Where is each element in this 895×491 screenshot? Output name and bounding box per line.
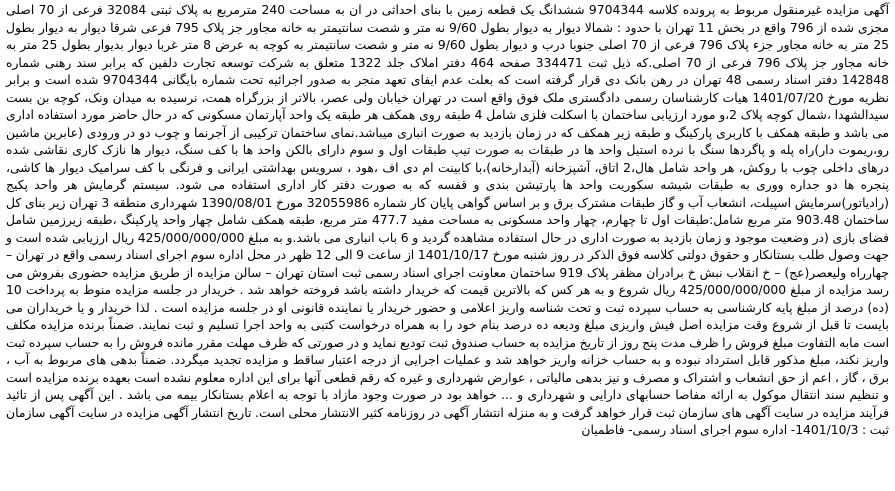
notice-body-text: آگهی مزایده غیرمنقول مربوط به پرونده کلاسه 9704344 ششدانگ یک قطعه زمین با بنای احداثی در ان به مساحت 240 مترمربع به پلاک ثبتی 32084 فرعی از 70 اصلی مجزی شده از 796 واقع در بخش 11 تهران با حدود : شمالا دیوار به دیوار بطول 9/60 نه متر و شصت سانتیمتر به خانه مجاور جز پلاک 795 فرعی شرقا دیوار به دیوار بطول 25 متر به خانه مجاور جزء پلاک 796 فرعی از 70 اصلی جنوبا درب و دیوار بطول 9/60 نه متر و شصت سانتیمتر به کوچه به عرض 8 متر غربا دیوار بدیوار بطول 25 متر به خانه مجاور جز پلاک 796 فرعی از 70 اصلی.که ذیل ثبت 334471 صفحه 464 دفتر املاک جلد 1322 متعلق به شرکت توسعه تجارت دلفین که برابر سند رهنی شماره 142848 دفتر اسناد رسمی 48 تهران در رهن بانک دی قرار گرفته است که بعلت عدم ایفای تعهد منجر به صدور اجرائیه تحت شماره بایگانی 9704344 شده است و برابر نظریه مورخ 1401/07/20 هیات کارشناسان رسمی دادگستری ملک فوق واقع است در تهران خیابان ولی عصر، بالاتر از بزرگراه همت، نرسیده به میدان ونک، کوچه بن بست سیدالشهدا ،شمال کوچه پلاک 2،و مورد ارزیابی ساختمان با اسکلت فلزی شامل 4 طبقه روی همکف هر طبقه یک واحد آپارتمان مسکونی که در حال حاضر مورد استفاده اداری می باشد و طبقه همکف با کاربری پارکینگ و طبقه زیر همکف که در زمان بازدید به صورت انباری میباشد.نمای ساختمان ترکیبی از آجرنما و چوب دو در ورودی (عابرین ماشین رو،ریموت دار)راه پله و پاگردها سنگ با نرده استیل واحد ها در طبقات به صورت تیپ طبقات اول و سوم دارای بالکن واحد ها با کف سنگ، دیوار ها نازک کاری نقاشی شده درهای داخلی چوب با روکش، هر واحد شامل هال،2 اتاق، آشپزخانه (آبدارخانه)،با کابینت ام دی اف ،هود ، سرویس بهداشتی ایرانی و فرنگی با کف سرامیک دیوار ها کاشی، پنجره ها دو جداره ووری به طبقات شیشه سکوریت واحد ها پارتیشن بندی و قفسه که به صورت دفتر کار اداری استفاده می شود. سیستم گرمایش هر واحد پکیج (رادیاتور)سرمایش اسپیلت، انشعاب آب و گاز طبقات مشترک برق و بر اساس گواهی پایان کار شماره 32055986 مورخ 1390/08/01 شهرداری منطقه 3 تهران زیر بنای کل ساختمان 903.48 متر مربع شامل:طبقات اول تا چهارم، چهار واحد مسکونی به مساحت مفید 477.7 متر مربع، طبقه همکف شامل چهار واحد پارکینگ ،طبقه زیرزمین شامل فضای بازی (در وضعیت موجود و زمان بازدید به صورت اداری در حال استفاده مشاهده گردید و 6 باب انباری می باشد.و به مبلغ 425/000/000/000 ریال ارزیابی شده است و جهت وصول طلب بستانکار و حقوق دولتی کلاسه فوق الذکر در روز شنبه مورخ 1401/10/17 از ساعت 9 الی 12 ظهر در محل اداره سوم اجرای اسناد رسمی واقع در تهران – چهارراه ولیعصر(عج) – خ انقلاب نبش خ برادران مظفر پلاک 919 ساختمان معاونت اجرای اسناد رسمی ثبت استان تهران – سالن مزایده از طریق مزایده حضوری بفروش می رسد مزایده از مبلغ 425/000/000/000 ریال شروع و به هر کس که بالاترین قیمت که خریدار داشته باشد فروخته خواهد شد . خریدار در جلسه مزایده منوط به پرداخت 10 (ده) درصد از مبلغ پایه کارشناسی به حساب سپرده ثبت و تحت شناسه واریز اعلامی و حضور خریدار یا نماینده قانونی او در جلسه مزایده است . لذا خریدار و یا خریداران می بایست تا قبل از شروع وقت مزایده اصل فیش واریزی مبلغ ودیعه ده درصد بنام خود را به همراه درخواست کتبی به واحد اجرا تسلیم و ثبت نمایند. ضمناً برنده مزایده مکلف است مابه التفاوت مبلغ فروش را ظرف مدت پنج روز از تاریخ مزایده به حساب صندوق ثبت تودیع نماید و در صورتی که ظرف مهلت مقرر مانده فروش را به حساب سپرده ثبت واریز نکند، مبلغ مذکور قابل استرداد نبوده و به حساب خزانه واریز خواهد شد و عملیات اجرایی از درجه اعتبار ساقط و مزایده تجدید میگردد. ضمناً بدهی های مربوط به آب ، برق ، گاز ، اعم از حق انشعاب و اشتراک و مصرف و نیز بدهی مالیاتی ، عوارض شهرداری و غیره که رقم قطعی آنها برای این اداره معلوم نشده است بعهده برنده مزایده است و تنظیم سند انتقال موکول به ارائه مفاصا حسابهای دارایی و شهرداری و ... خواهد بود در صورت وجود مازاد با توجه به اعلام بستانکار بیمه می باشد . این آگهی پس از تائید فرآیند مزایده در سایت آگهی های سازمان ثبت قرار خواهد گرفت و به منزله انتشار آگهی در روزنامه کثیر الانتشار محلی است. تاریخ انتشار آگهی مزایده در سایت آگهی سازمان ثبت : 1401/10/3- اداره سوم اجرای اسناد رسمی- فاطمیان <box>6 3 890 437</box>
